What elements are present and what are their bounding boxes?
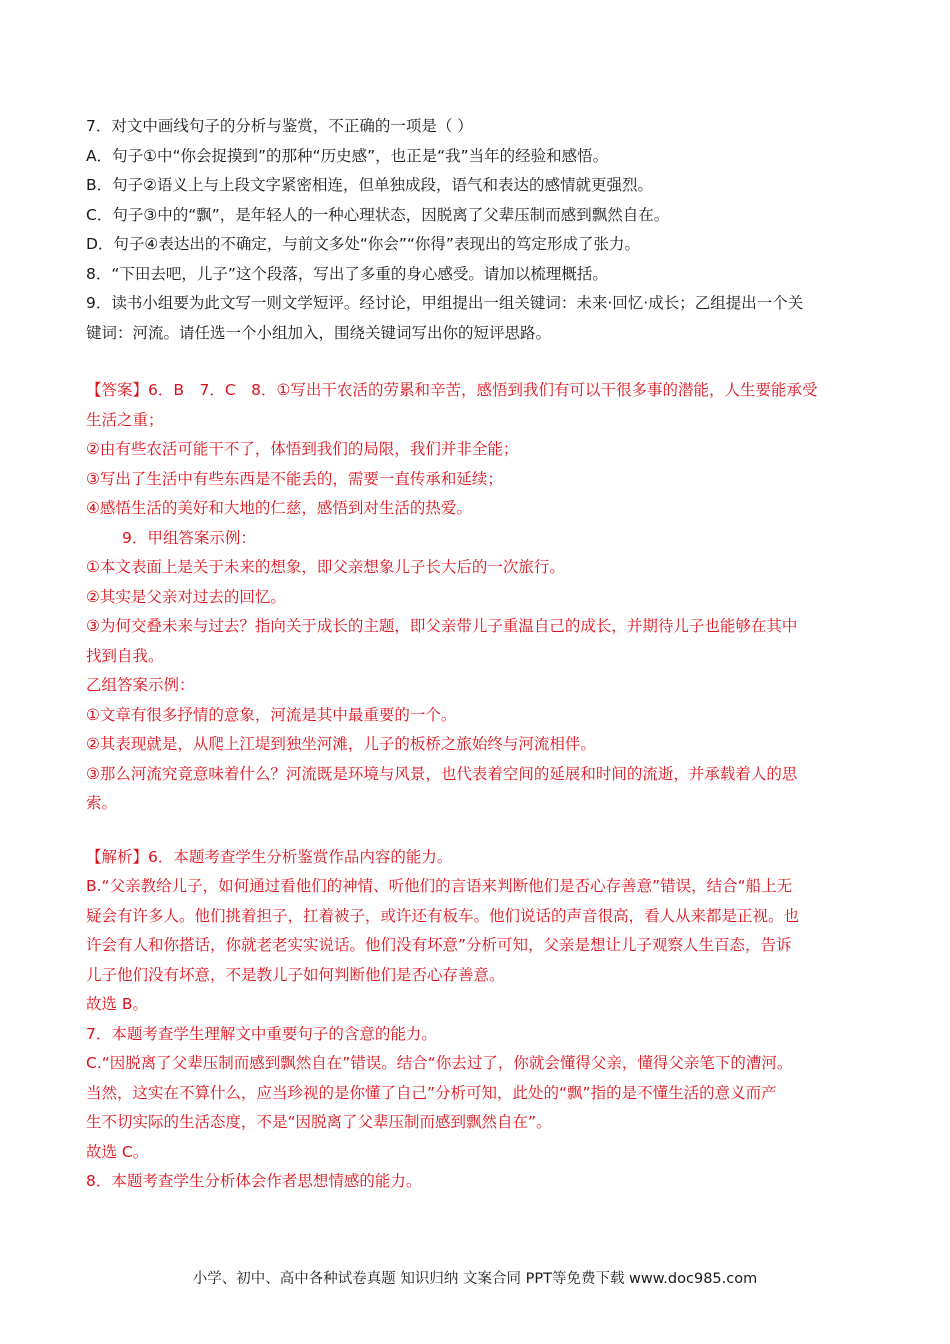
answer-line: ③为何交叠未来与过去？指向关于成长的主题，即父亲带儿子重温自己的成长，并期待儿子也能够在其中: [86, 617, 798, 635]
answer-group-b-heading: 乙组答案示例：: [86, 676, 195, 694]
analysis-line: C.“因脱离了父辈压制而感到飘然自在”错误。结合“你去过了，你就会懂得父亲，懂得父亲笔下的漕河。: [86, 1054, 793, 1072]
question-7-option-a: A．句子①中“你会捉摸到”的那种“历史感”，也正是“我”当年的经验和感悟。: [86, 146, 609, 165]
analysis-line: 儿子他们没有坏意，不是教儿子如何判断他们是否心存善意。: [86, 965, 505, 984]
question-8: 8．“下田去吧，儿子”这个段落，写出了多重的身心感受。请加以梳理概括。: [86, 264, 608, 283]
analysis-line: 生不切实际的生活态度，不是“因脱离了父辈压制而感到飘然自在”。: [86, 1113, 552, 1131]
question-9-line-1: 9．读书小组要为此文写一则文学短评。经讨论，甲组提出一组关键词：未来·回忆·成长；乙组提出一个关: [86, 294, 804, 312]
question-7-option-b: B．句子②语义上与上段文字紧密相连，但单独成段，语气和表达的感情就更强烈。: [86, 176, 654, 194]
document-page: [86, 112, 866, 1197]
question-9-line-2: 键词：河流。请任选一个小组加入，围绕关键词写出你的短评思路。: [86, 323, 552, 342]
question-7-option-d: D．句子④表达出的不确定，与前文多处“你会”“你得”表现出的笃定形成了张力。: [86, 235, 640, 253]
analysis-heading: 【解析】6．本题考查学生分析鉴赏作品内容的能力。: [86, 847, 453, 866]
answer-heading: 【答案】6．B 7．C 8．①写出干农活的劳累和辛苦，感悟到我们有可以干很多事的潜能，人生要能承受: [86, 381, 818, 399]
answer-9-heading: 9．甲组答案示例：: [122, 528, 256, 547]
analysis-choice-b: 故选 B。: [86, 995, 149, 1013]
page-footer: 小学、初中、高中各种试卷真题 知识归纳 文案合同 PPT等免费下载 www.doc985.com: [192, 1271, 758, 1287]
analysis-line: B.“父亲教给儿子，如何通过看他们的神情、听他们的言语来判断他们是否心存善意”错误，结合“船上无: [86, 877, 793, 895]
analysis-line: 7．本题考查学生理解文中重要句子的含意的能力。: [86, 1024, 437, 1043]
spacer: [86, 348, 866, 376]
answer-line: ③那么河流究竟意味着什么？河流既是环境与风景，也代表着空间的延展和时间的流逝，并承载着人的思: [86, 764, 798, 783]
question-7-option-c: C．句子③中的“飘”，是年轻人的一种心理状态，因脱离了父辈压制而感到飘然自在。: [86, 205, 670, 224]
answer-line: 找到自我。: [86, 646, 164, 665]
answer-line: 索。: [86, 794, 118, 812]
answer-line: 生活之重；: [86, 410, 164, 429]
answer-line: ①文章有很多抒情的意象，河流是其中最重要的一个。: [86, 705, 457, 724]
analysis-line: 8．本题考查学生分析体会作者思想情感的能力。: [86, 1172, 422, 1190]
answer-line: ①本文表面上是关于未来的想象，即父亲想象儿子长大后的一次旅行。: [86, 558, 565, 576]
answer-line: ④感悟生活的美好和大地的仁慈，感悟到对生活的热爱。: [86, 499, 472, 517]
answer-line: ②其实是父亲对过去的回忆。: [86, 587, 286, 606]
answer-line: ②由有些农活可能干不了，体悟到我们的局限，我们并非全能；: [86, 440, 519, 458]
spacer: [86, 819, 866, 843]
question-7-stem: 7．对文中画线句子的分析与鉴赏，不正确的一项是（ ）: [86, 117, 473, 135]
answer-line: ③写出了生活中有些东西是不能丢的，需要一直传承和延续；: [86, 469, 503, 488]
analysis-line: 当然，这实在不算什么，应当珍视的是你懂了自己”分析可知，此处的“飘”指的是不懂生活的意义而产: [86, 1083, 777, 1102]
analysis-choice-c: 故选 C。: [86, 1142, 149, 1161]
answer-line: ②其表现就是，从爬上江堤到独坐河滩，儿子的板桥之旅始终与河流相伴。: [86, 735, 596, 753]
analysis-line: 许会有人和你搭话，你就老老实实说话。他们没有坏意”分析可知，父亲是想让儿子观察人生百态，告诉: [86, 936, 792, 954]
analysis-line: 疑会有许多人。他们挑着担子，扛着被子，或许还有板车。他们说话的声音很高，看人从来都是正视。也: [86, 906, 800, 925]
